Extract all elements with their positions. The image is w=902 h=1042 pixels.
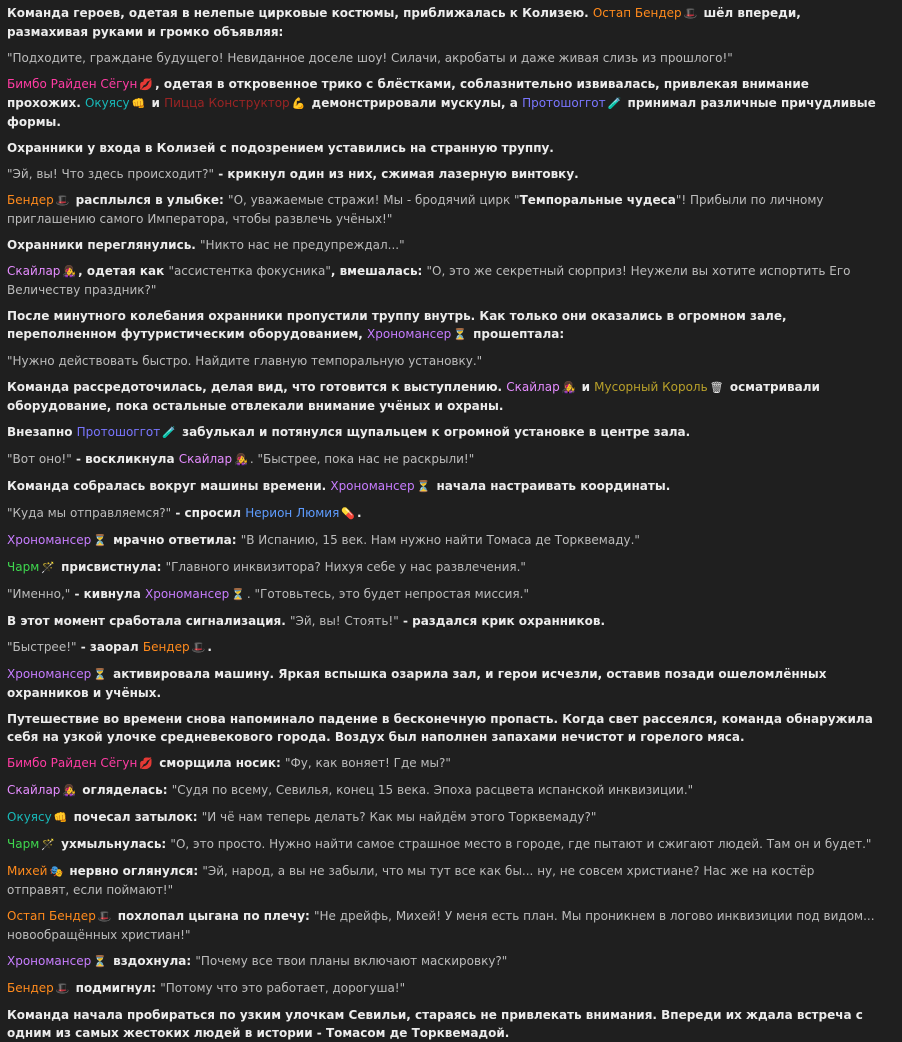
character-emoji-icon: 🗑 <box>709 381 724 394</box>
narration-text: , одетая как <box>78 264 169 278</box>
narration-text: огляделась: <box>78 783 172 797</box>
story-paragraph <box>7 75 876 131</box>
narration-text: Команда героев, одетая в нелепые цирковые костюмы, приближалась к Колизею. <box>7 6 593 20</box>
story-paragraph <box>7 191 876 228</box>
dialogue-quote: "О, уважаемые стражи! Мы - бродячий цирк " <box>228 193 520 207</box>
narration-text: сморщила носик: <box>155 756 285 770</box>
character-emoji-icon: 🎩 <box>191 641 206 654</box>
character-name: Мусорный Король <box>594 380 708 394</box>
narration-text: . <box>357 506 362 520</box>
narration-text: - заорал <box>76 640 143 654</box>
narration-text: принимал различные причудливые формы. <box>7 96 876 129</box>
dialogue-quote: "! Прибыли по личному приглашению самого Императора, чтобы развлечь учёных!" <box>7 193 824 226</box>
dialogue-quote: "О, это просто. Нужно найти самое страшное место в городе, где пытают и сжигают людей. Там он и будет." <box>170 837 872 851</box>
story-paragraph <box>7 781 876 800</box>
character-name: Чарм <box>7 837 40 851</box>
narration-text: начала настраивать координаты. <box>432 479 671 493</box>
narration-text: . <box>207 640 212 654</box>
character-name: Бимбо Райден Сёгун <box>7 77 138 91</box>
character-name: Бендер <box>142 640 190 654</box>
dialogue-quote: . "Готовьтесь, это будет непростая миссия." <box>246 587 529 601</box>
story-paragraph <box>7 979 876 998</box>
narration-text: ухмыльнулась: <box>56 837 171 851</box>
character-emoji-icon: 🎩 <box>683 7 698 20</box>
dialogue-quote: "Подходите, граждане будущего! Невиданное доселе шоу! Силачи, акробаты и даже живая слизь из прошлого!" <box>7 51 733 65</box>
dialogue-quote: "Судя по всему, Севилья, конец 15 века. Эпоха расцвета испанской инквизиции." <box>171 783 694 797</box>
character-emoji-icon: 🧪 <box>607 97 622 110</box>
narration-text: почесал затылок: <box>69 810 202 824</box>
story-paragraph <box>7 262 876 299</box>
character-emoji-icon: 💪 <box>291 97 306 110</box>
narration-text: Команда начала пробираться по узким улочкам Севильи, стараясь не привлекать внимания. Впереди их ждала встреча с одним из самых жестоких людей в истории - Томасом де Торквемадой. <box>7 1008 863 1040</box>
story-paragraph <box>7 1006 876 1042</box>
story-paragraph <box>7 754 876 773</box>
story-paragraph <box>7 835 876 854</box>
narration-text: В этот момент сработала сигнализация. <box>7 614 290 628</box>
narration-text: и <box>577 380 595 394</box>
character-emoji-icon: 🪄 <box>41 561 55 574</box>
narration-text: После минутного колебания охранники пропустили труппу внутрь. Как только они оказались в огромном зале, переполненном футуристическим оборудованием, <box>7 309 787 341</box>
narration-text: , вмешалась: <box>330 264 427 278</box>
dialogue-quote: "Нужно действовать быстро. Найдите главную темпоральную установку." <box>7 354 483 368</box>
character-emoji-icon: 🎩 <box>55 194 70 207</box>
character-name: Хрономансер <box>367 327 452 341</box>
story-paragraph <box>7 531 876 550</box>
character-name: Хрономансер <box>144 587 230 601</box>
character-emoji-icon: ⏳ <box>416 480 431 493</box>
story-paragraph <box>7 423 876 442</box>
story-paragraph <box>7 477 876 496</box>
character-name: Скайлар <box>7 264 61 278</box>
story-paragraph <box>7 4 876 41</box>
narration-text: Внезапно <box>7 425 77 439</box>
character-name: Хрономансер <box>7 954 92 968</box>
story-paragraph <box>7 49 876 67</box>
character-emoji-icon: 👩‍🎤 <box>62 784 77 797</box>
character-name: Бендер <box>7 981 54 995</box>
narration-text: подмигнул: <box>71 981 161 995</box>
narration-text: шёл впереди, размахивая руками и громко объявляя: <box>7 6 801 39</box>
narration-text: - спросил <box>171 506 246 520</box>
story-paragraph <box>7 165 876 183</box>
emphasis-text: Темпоральные чудеса <box>519 193 676 207</box>
character-name: Нерион Люмия <box>245 506 340 520</box>
narration-text: забулькал и потянулся щупальцем к огромной установке в центре зала. <box>177 425 691 439</box>
dialogue-quote: "Быстрее!" <box>7 640 77 654</box>
character-emoji-icon: 👩‍🎤 <box>62 265 77 278</box>
character-name: Остап Бендер <box>592 6 682 20</box>
character-name: Скайлар <box>178 452 233 466</box>
character-emoji-icon: 🎭 <box>49 865 64 878</box>
story-paragraph <box>7 504 876 523</box>
dialogue-quote: "Эй, народ, а вы не забыли, что мы тут все как бы... ну, не совсем христиане? Нас же на костёр отправят, если поймают!" <box>7 864 815 897</box>
character-emoji-icon: ⏳ <box>93 955 107 968</box>
narration-text: нервно оглянулся: <box>65 864 203 878</box>
narration-text: прошептала: <box>468 327 565 341</box>
story-paragraph <box>7 236 876 254</box>
story-paragraph <box>7 638 876 657</box>
dialogue-quote: "Потому что это работает, дорогуша!" <box>160 981 406 995</box>
narration-text: Путешествие во времени снова напоминало падение в бесконечную пропасть. Когда свет рассеялся, команда обнаружила себя на узкой улочке средневекового города. Воздух был наполнен запахами нечистот и горелого мяса. <box>7 712 873 744</box>
character-name: Скайлар <box>7 783 61 797</box>
narration-text: Охранники переглянулись. <box>7 238 201 252</box>
narration-text: Команда собралась вокруг машины времени. <box>7 479 331 493</box>
character-name: Бендер <box>7 193 54 207</box>
story-paragraph <box>7 808 876 827</box>
narration-text: Команда рассредоточилась, делая вид, что готовится к выступлению. <box>7 380 507 394</box>
character-name: Хрономансер <box>7 667 92 681</box>
narration-text: вздохнула: <box>108 954 196 968</box>
character-name: Михей <box>7 864 48 878</box>
story-paragraph <box>7 307 876 344</box>
story-paragraph <box>7 139 876 157</box>
dialogue-quote: "И чё нам теперь делать? Как мы найдём этого Торквемаду?" <box>201 810 597 824</box>
story-paragraph <box>7 378 876 415</box>
narration-text: , одетая в откровенное трико с блёстками, соблазнительно извивалась, привлекая внимание прохожих. <box>7 77 809 110</box>
dialogue-quote: "Эй, вы! Стоять!" <box>289 614 399 628</box>
character-emoji-icon: 💊 <box>341 507 355 520</box>
character-name: Бимбо Райден Сёгун <box>7 756 138 770</box>
dialogue-quote: "В Испанию, 15 век. Нам нужно найти Томаса де Торквемаду." <box>240 533 640 547</box>
character-name: Протошоггот <box>76 425 161 439</box>
character-emoji-icon: ⏳ <box>231 588 245 601</box>
narration-text: - крикнул один из них, сжимая лазерную винтовку. <box>214 167 579 181</box>
character-emoji-icon: 👊 <box>131 97 146 110</box>
narration-text: расплылся в улыбке: <box>71 193 229 207</box>
dialogue-quote: "Главного инквизитора? Нихуя себе у нас развлечения." <box>165 560 526 574</box>
character-emoji-icon: 🧪 <box>162 426 176 439</box>
narration-text: Охранники у входа в Колизей с подозрением уставились на странную труппу. <box>7 141 554 155</box>
story-paragraph <box>7 862 876 899</box>
character-name: Чарм <box>7 560 40 574</box>
character-emoji-icon: 👩‍🎤 <box>234 453 248 466</box>
story-paragraph <box>7 612 876 630</box>
dialogue-quote: "ассистентка фокусника" <box>168 264 331 278</box>
character-emoji-icon: ⏳ <box>453 328 467 341</box>
dialogue-quote: "Фу, как воняет! Где мы?" <box>284 756 451 770</box>
story-paragraph <box>7 710 876 746</box>
character-name: Окуясу <box>84 96 130 110</box>
character-name: Протошоггот <box>522 96 606 110</box>
character-name: Скайлар <box>506 380 560 394</box>
story-paragraph <box>7 907 876 944</box>
narration-text: и <box>147 96 165 110</box>
dialogue-quote: "Почему все твои планы включают маскировку?" <box>195 954 508 968</box>
character-emoji-icon: 💋 <box>139 757 154 770</box>
dialogue-quote: "Именно," <box>7 587 71 601</box>
dialogue-quote: "Никто нас не предупреждал..." <box>200 238 405 252</box>
character-name: Хрономансер <box>7 533 92 547</box>
dialogue-quote: "О, это же секретный сюрприз! Неужели вы хотите испортить Его Величеству праздник?" <box>7 264 851 297</box>
character-emoji-icon: 🎩 <box>97 910 112 923</box>
narration-text: присвистнула: <box>56 560 166 574</box>
character-emoji-icon: 🎩 <box>55 982 70 995</box>
story-paragraph <box>7 558 876 577</box>
narration-text: - кивнула <box>70 587 145 601</box>
dialogue-quote: "Куда мы отправляемся?" <box>7 506 172 520</box>
story-paragraph <box>7 665 876 702</box>
narration-text: похлопал цыгана по плечу: <box>113 909 315 923</box>
dialogue-quote: "Не дрейфь, Михей! У меня есть план. Мы проникнем в логово инквизиции под видом... новообращённых христиан!" <box>7 909 875 942</box>
narration-text: активировала машину. Яркая вспышка озарила зал, и герои исчезли, оставив позади ошеломлённых охранников и учёных. <box>7 667 827 700</box>
character-name: Окуясу <box>7 810 52 824</box>
character-name: Хрономансер <box>330 479 415 493</box>
story-paragraph <box>7 450 876 469</box>
character-name: Остап Бендер <box>7 909 96 923</box>
character-emoji-icon: ⏳ <box>93 668 107 681</box>
character-name: Пицца Конструктор <box>164 96 290 110</box>
narration-text: - раздался крик охранников. <box>398 614 606 628</box>
character-emoji-icon: ⏳ <box>93 534 107 547</box>
dialogue-quote: . "Быстрее, пока нас не раскрыли!" <box>249 452 475 466</box>
narration-text: осматривали оборудование, пока остальные отвлекали внимание учёных и охраны. <box>7 380 820 413</box>
dialogue-quote: "Вот оно!" <box>7 452 72 466</box>
character-emoji-icon: 🪄 <box>41 838 55 851</box>
story-paragraph <box>7 352 876 370</box>
dialogue-quote: "Эй, вы! Что здесь происходит?" <box>7 167 215 181</box>
narration-text: демонстрировали мускулы, а <box>307 96 523 110</box>
character-emoji-icon: 💋 <box>139 78 154 91</box>
story-paragraph <box>7 952 876 971</box>
character-emoji-icon: 👊 <box>53 811 68 824</box>
character-emoji-icon: 👩‍🎤 <box>561 381 576 394</box>
narration-text: мрачно ответила: <box>108 533 241 547</box>
story-paragraph <box>7 585 876 604</box>
narration-text: - воскликнула <box>71 452 179 466</box>
